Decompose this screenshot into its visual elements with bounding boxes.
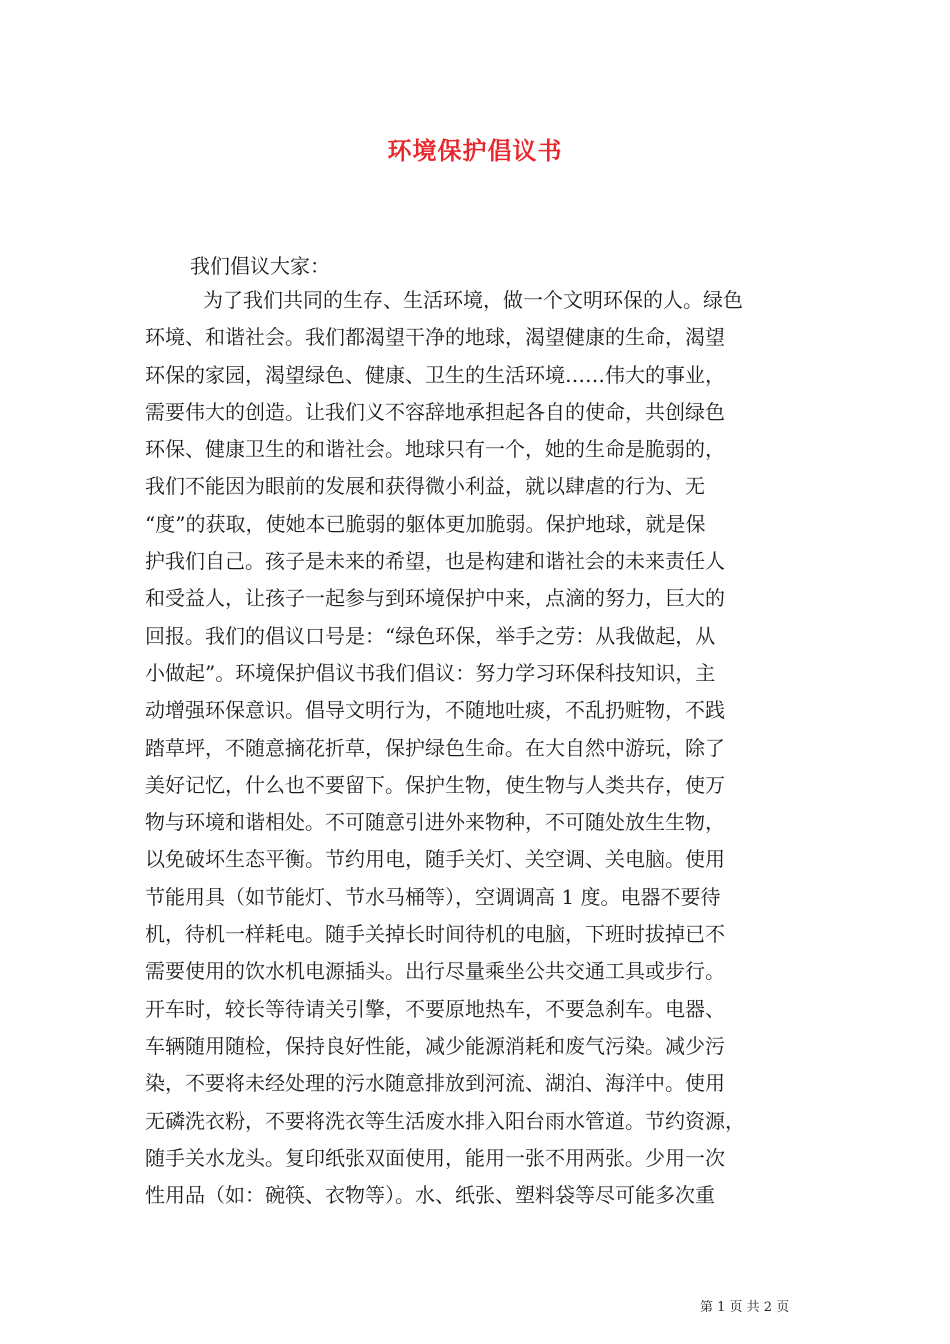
body-paragraph (145, 282, 810, 1214)
body-line: 为了我们共同的生存、生活环境，做一个文明环保的人。绿色 (203, 288, 743, 312)
page-number: 第 1 页 共 2 页 (700, 1300, 790, 1315)
body-line: 性用品（如：碗筷、衣物等）。水、纸张、塑料袋等尽可能多次重 (145, 1183, 715, 1208)
body-line: 回报。我们的倡议口号是：“绿色环保，举手之劳：从我做起，从 (145, 623, 716, 648)
body-line: “度”的获取，使她本已脆弱的躯体更加脆弱。保护地球，就是保 (145, 511, 706, 536)
body-line: 环保、健康卫生的和谐社会。地球只有一个，她的生命是脆弱的， (145, 437, 725, 462)
body-line: 护我们自己。孩子是未来的希望，也是构建和谐社会的未来责任人 (145, 549, 725, 574)
body-line: 环保的家园，渴望绿色、健康、卫生的生活环境……伟大的事业， (145, 362, 725, 387)
body-line: 无磷洗衣粉，不要将洗衣等生活废水排入阳台雨水管道。节约资源， (145, 1108, 745, 1133)
body-line: 机，待机一样耗电。随手关掉长时间待机的电脑，下班时拔掉已不 (145, 922, 725, 947)
body-line: 和受益人，让孩子一起参与到环境保护中来，点滴的努力，巨大的 (145, 586, 725, 611)
body-line: 需要使用的饮水机电源插头。出行尽量乘坐公共交通工具或步行。 (145, 959, 725, 984)
body-line: 随手关水龙头。复印纸张双面使用，能用一张不用两张。少用一次 (145, 1145, 725, 1170)
body-line: 物与环境和谐相处。不可随意引进外来物种，不可随处放生生物， (145, 810, 725, 835)
body-line: 开车时，较长等待请关引擎，不要原地热车，不要急刹车。电器、 (145, 996, 725, 1021)
salutation: 我们倡议大家： (190, 254, 330, 278)
body-line: 以免破坏生态平衡。节约用电，随手关灯、关空调、关电脑。使用 (145, 847, 725, 872)
body-line: 美好记忆，什么也不要留下。保护生物，使生物与人类共存，使万 (145, 772, 725, 797)
body-line: 环境、和谐社会。我们都渴望干净的地球，渴望健康的生命，渴望 (145, 325, 725, 350)
document-title: 环境保护倡议书 (387, 136, 563, 165)
body-line: 踏草坪，不随意摘花折草，保护绿色生命。在大自然中游玩，除了 (145, 735, 725, 760)
body-line: 染，不要将未经处理的污水随意排放到河流、湖泊、海洋中。使用 (145, 1071, 725, 1096)
body-line: 车辆随用随检，保持良好性能，减少能源消耗和废气污染。减少污 (145, 1033, 725, 1058)
body-line: 小做起”。环境保护倡议书我们倡议：努力学习环保科技知识，主 (145, 660, 716, 685)
body-line: 需要伟大的创造。让我们义不容辞地承担起各自的使命，共创绿色 (145, 399, 725, 424)
body-line: 节能用具（如节能灯、节水马桶等），空调调高 1 度。电器不要待 (145, 884, 721, 909)
body-line: 动增强环保意识。倡导文明行为，不随地吐痰，不乱扔赃物，不践 (145, 698, 725, 723)
body-line: 我们不能因为眼前的发展和获得微小利益，就以肆虐的行为、无 (145, 474, 705, 499)
